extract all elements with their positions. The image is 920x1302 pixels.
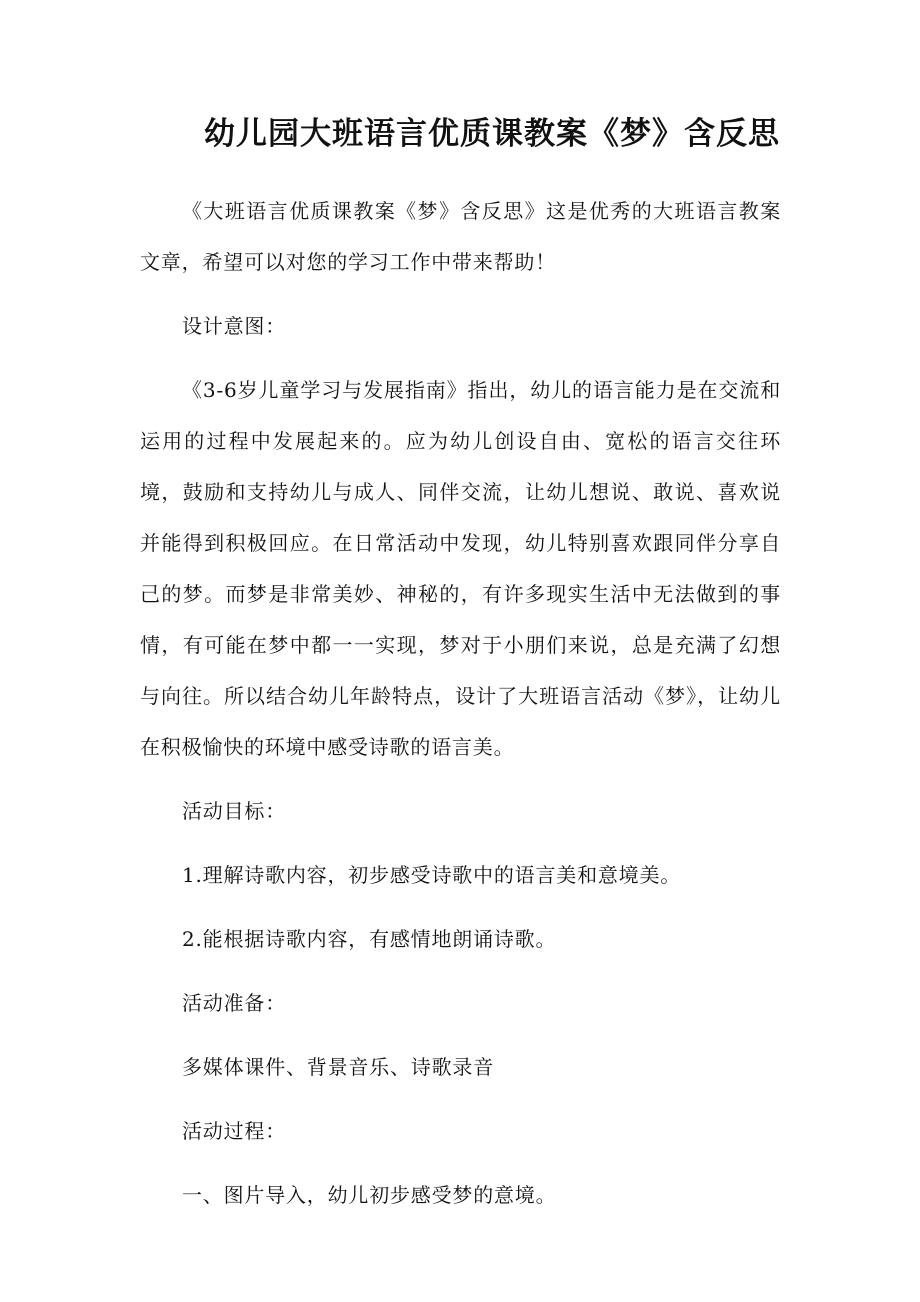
section-heading-preparation: 活动准备： [182,991,286,1015]
section-heading-process: 活动过程： [182,1119,286,1143]
preparation-paragraph: 多媒体课件、背景音乐、诗歌录音 [182,1055,494,1079]
design-intent-paragraph: 《3-6岁儿童学习与发展指南》指出，幼儿的语言能力是在交流和运用的过程中发展起来的。应为幼儿创设自由、宽松的语言交往环境，鼓励和支持幼儿与成人、同伴交流，让幼儿想说、敢说、喜欢说并能得到积极回应。在日常活动中发现，幼儿特别喜欢跟同伴分享自己的梦。而梦是非常美妙、神秘的，有许多现实生活中无法做到的事情，有可能在梦中都一一实现，梦对于小朋们来说，总是充满了幻想与向往。所以结合幼儿年龄特点，设计了大班语言活动《梦》，让幼儿在积极愉快的环境中感受诗歌的语言美。 [140,378,781,759]
document-body [140,186,781,1234]
intro-paragraph: 《大班语言优质课教案《梦》含反思》这是优秀的大班语言教案文章，希望可以对您的学习工作中带来帮助！ [140,199,781,274]
section-heading-design-intent: 设计意图： [182,314,286,338]
process-step-1: 一、图片导入，幼儿初步感受梦的意境。 [182,1183,557,1207]
document-title: 幼儿园大班语言优质课教案《梦》含反思 [204,116,780,152]
section-heading-goals: 活动目标： [182,799,286,823]
goal-item-2: 2.能根据诗歌内容，有感情地朗诵诗歌。 [182,927,557,951]
goal-item-1: 1.理解诗歌内容，初步感受诗歌中的语言美和意境美。 [182,863,682,887]
